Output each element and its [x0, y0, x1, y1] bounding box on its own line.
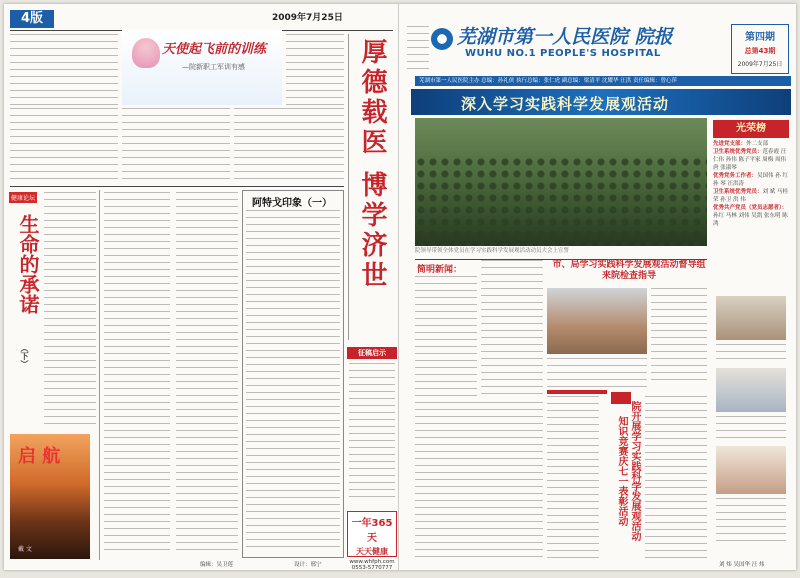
right-page [401, 4, 796, 570]
oath-photo [415, 118, 707, 246]
hero-title: 天使起飞前的训练 [162, 42, 267, 57]
photo-caption-lines [716, 344, 786, 364]
call-for-submissions [347, 347, 397, 570]
newspaper-spread [4, 4, 796, 570]
article-text-block [481, 260, 543, 396]
crowd-pattern [415, 156, 707, 246]
article-text-block [104, 192, 170, 554]
page-date: 2009年7月25日 [272, 13, 343, 23]
masthead-english-title: WUHU NO.1 PEOPLE'S HOSPITAL [465, 48, 661, 59]
ship-photo [10, 434, 90, 559]
photo-signature: 刘 炜 吴国华 汪 炜 [719, 562, 765, 568]
issue-box [731, 24, 789, 74]
event-photo [716, 368, 786, 412]
section-rule [10, 186, 344, 187]
promo-line2: 天天健康 [356, 547, 388, 556]
article-text-block [645, 396, 707, 560]
accent-bar [547, 390, 607, 394]
article-text-block [246, 210, 340, 550]
promo-box [347, 511, 397, 570]
brief-news-label: 简明新闻： [417, 265, 463, 275]
page-number-badge: 4版 [10, 10, 54, 28]
hero-subtitle: —院新职工军训有感 [182, 63, 245, 71]
banner-title: 深入学习实践科学发展观活动 [461, 95, 670, 113]
honor-item: 优秀党务工作者：吴国伟 孙 红 孙 琴 汪洪涛 [713, 173, 789, 187]
column-divider [99, 190, 100, 560]
honor-item: 先进党支部：外二支部 [713, 141, 769, 147]
event-photo [716, 446, 786, 494]
inspection-photo [547, 288, 647, 354]
editor-credit: 编辑：吴卫莲 [200, 562, 234, 568]
column-divider [348, 34, 349, 340]
issue-date: 2009年7月25日 [737, 61, 783, 68]
promo-site[interactable]: www.whfph.com [349, 559, 395, 565]
column-title: 阿特戈印象（一） [252, 198, 332, 209]
notice-text [349, 363, 395, 503]
vertical-subtitle: （下） [20, 344, 30, 368]
training-hero [122, 30, 282, 105]
article-text-block [234, 108, 344, 184]
honor-roll-heading: 光荣榜 [713, 120, 789, 138]
inspection-headline: 市、局学习实践科学发展观活动督导组来院检查指导 [552, 260, 706, 281]
promo-line1: 一年365天 [351, 518, 393, 544]
article-text-block [547, 358, 647, 388]
honor-item: 卫生系统优秀党员：范春霞 汪仁伟 孙伟 陈子平家 周梅 周伟 唐 张淑琴 [713, 149, 787, 171]
photo-caption: 院领导带领全体党员在学习实践科学发展观活动动员大会上宣誓 [415, 248, 570, 254]
article-text-block [286, 34, 344, 106]
ship-credit: 戴 文 [18, 546, 32, 553]
article-text-block [176, 192, 238, 554]
photo-caption-lines [716, 498, 786, 546]
article-text-block [415, 276, 477, 396]
masthead-title: 芜湖市第一人民医院 院报 [457, 26, 673, 48]
design-credit: 设计：邢宁 [294, 562, 322, 568]
left-page [4, 4, 399, 570]
hospital-logo-icon [431, 28, 453, 50]
competition-headline: 院开展学习实践科学发展观活动 知识竞赛庆七一表彰活动 [616, 401, 640, 541]
article-text-block [44, 192, 96, 428]
ship-title: 启 航 [18, 446, 61, 467]
article-text-block [407, 26, 429, 74]
photo-caption-lines [716, 416, 786, 442]
vertical-title: 生命的承诺 [16, 214, 40, 314]
honor-item: 优秀共产党员（党员志愿者）：孙红 马林 刘伟 吴凯 张东明 陈鸿 [713, 205, 788, 227]
promo-phone: 0553-5770777 [351, 565, 393, 570]
angel-icon [132, 38, 160, 68]
article-text-block [122, 108, 230, 184]
issue-number: 第四期 [745, 32, 775, 43]
article-text-block [10, 34, 118, 106]
event-photo [716, 296, 786, 340]
honor-item: 卫生系统优秀党员：刘 斌 马桂荣 孙卫 洪 伟 [713, 189, 789, 203]
staff-infobar: 芜湖市第一人民医院主办 总编：孙礼侠 执行总编：张仁虎 副总编：梁清平 沈耀华 汪洪 责任编辑：曾心萍 [415, 76, 791, 86]
article-text-block [415, 402, 543, 562]
section-label: 健康论坛 [9, 192, 37, 203]
honor-roll-list [713, 140, 789, 290]
article-text-block [547, 396, 599, 560]
total-issue: 总第43期 [744, 47, 776, 55]
photo-sidebar [713, 296, 789, 558]
article-text-block [10, 108, 118, 184]
article-text-block [651, 288, 707, 384]
hospital-motto: 厚德载医 博学济世 [357, 38, 387, 292]
headline-banner [411, 89, 791, 115]
notice-heading: 征稿启示 [347, 347, 397, 359]
